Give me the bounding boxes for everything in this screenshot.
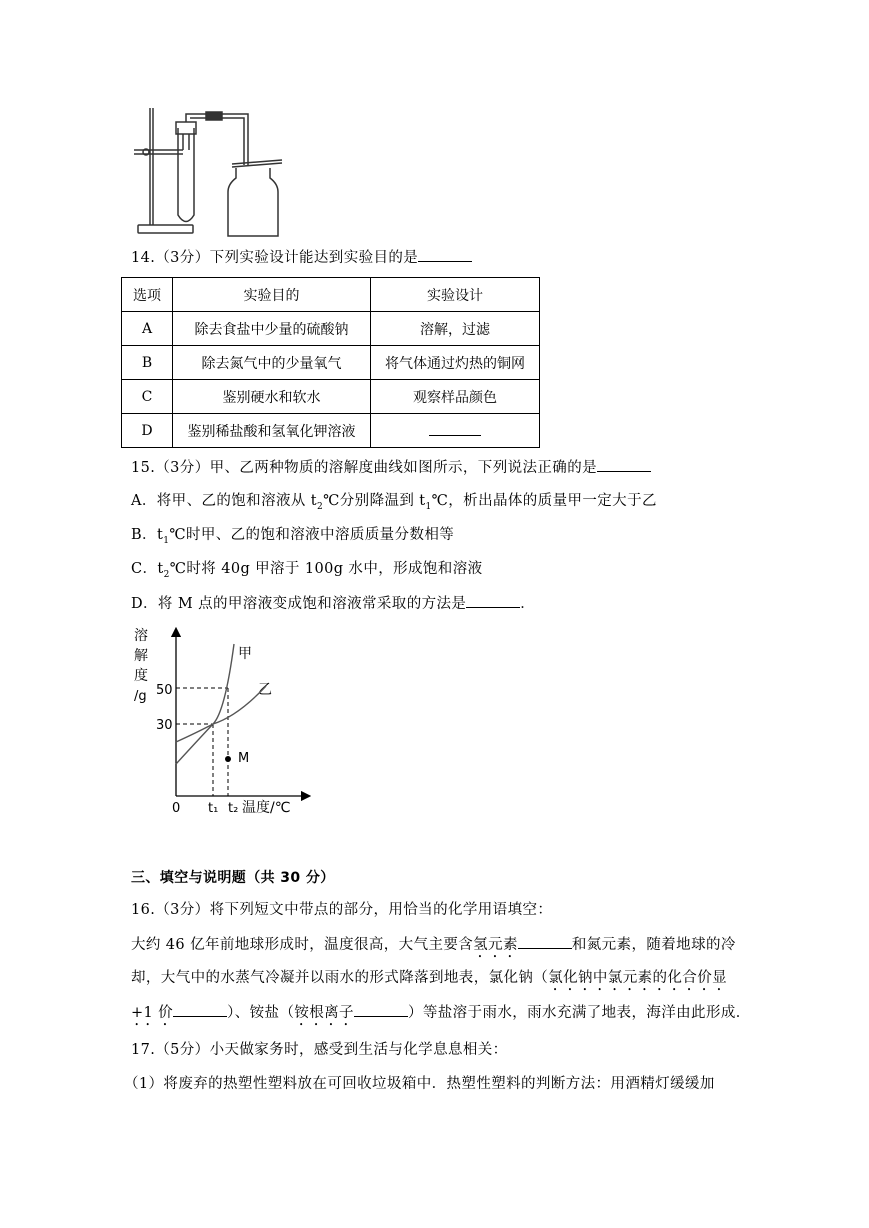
tick-x-t2: t₂ (228, 801, 239, 816)
table-row (122, 380, 540, 414)
q16-stem: 16.（3分）将下列短文中带点的部分，用恰当的化学用语填空： (131, 902, 553, 918)
tick-y-30: 30 (156, 718, 173, 733)
q17-part-1: （1）将废弃的热塑性塑料放在可回收垃圾箱中．热塑性塑料的判断方法：用酒精灯缓缓加 (124, 1076, 715, 1092)
y-label-4: /g (134, 689, 147, 704)
q16-text: 和氮元素，随着地球的冷 (571, 937, 736, 953)
q15-option-a (131, 491, 657, 517)
q16-text: ）等盐溶于雨水，雨水充满了地表，海洋由此形成． (407, 1005, 751, 1021)
y-label-3: 度 (134, 668, 148, 684)
subscript: 2 (317, 501, 324, 512)
row-design: 将气体通过灼热的铜网 (371, 346, 540, 380)
q15-number: 15. (131, 460, 156, 476)
q15-option-c (131, 559, 483, 585)
q15-c-text: ℃时将 40g 甲溶于 100g 水中，形成饱和溶液 (169, 561, 483, 577)
y-label-2: 解 (134, 648, 148, 664)
row-purpose: 除去氮气中的少量氧气 (173, 346, 371, 380)
y-label-1: 溶 (134, 628, 148, 644)
q16-answer-blank-3[interactable] (354, 1002, 408, 1017)
q16-text: ）、铵盐（ (227, 1005, 295, 1021)
q15-a-text: ℃分别降温到 t (323, 493, 426, 509)
q16-dotted-text: 氯化钠中氯元素的化合价显 (548, 970, 728, 986)
point-m (225, 756, 231, 762)
q16-dotted-text: 铵根离子 (294, 1005, 354, 1021)
q16-text: 大约 46 亿年前地球形成时，温度很高，大气主要含 (131, 937, 474, 953)
q16-text: 却，大气中的水蒸气冷凝并以雨水的形式降落到地表，氯化钠（ (131, 970, 549, 986)
q15-text: 甲、乙两种物质的溶解度曲线如图所示，下列说法正确的是 (209, 460, 597, 476)
q14-score: （3分） (155, 250, 210, 266)
point-label-m: M (238, 751, 250, 766)
header-option: 选项 (122, 278, 173, 312)
q14-text: 下列实验设计能达到实验目的是 (209, 250, 419, 266)
q15-d-text: D．将 M 点的甲溶液变成饱和溶液常采取的方法是 (131, 596, 467, 612)
section-title: 三、填空与说明题（共 30 分） (131, 870, 335, 886)
row-design-blank-cell (371, 414, 540, 448)
q15-d-text: ． (520, 596, 536, 612)
solubility-curve-figure (128, 624, 328, 824)
q15-option-b (131, 525, 454, 551)
header-design: 实验设计 (371, 278, 540, 312)
q14-options-table (121, 277, 540, 448)
tick-x-t1: t₁ (208, 801, 219, 816)
tick-y-50: 50 (156, 683, 173, 698)
gas-collection-apparatus (128, 100, 288, 240)
table-header-row (122, 278, 540, 312)
row-option: A (122, 312, 173, 346)
q14-number: 14. (131, 250, 156, 266)
subscript: 1 (163, 535, 170, 546)
row-purpose: 除去食盐中少量的硫酸钠 (173, 312, 371, 346)
q16-answer-blank-1[interactable] (518, 934, 572, 949)
row-design: 溶解，过滤 (371, 312, 540, 346)
q15-score: （3分） (155, 460, 210, 476)
q15-answer-blank[interactable] (597, 457, 651, 472)
row-purpose: 鉴别硬水和软水 (173, 380, 371, 414)
q16-line-3 (131, 968, 727, 994)
q15-stem (131, 457, 651, 478)
row-option: D (122, 414, 173, 448)
subscript: 2 (163, 569, 170, 580)
q15-a-text: ℃，析出晶体的质量甲一定大于乙 (431, 493, 657, 509)
table-row (122, 346, 540, 380)
curve-yi (176, 686, 266, 742)
row-option: C (122, 380, 173, 414)
q16-line-4 (131, 1002, 751, 1029)
x-axis-label: 温度/℃ (242, 800, 291, 816)
q15-b-text: B．t (131, 527, 164, 543)
q14-answer-blank[interactable] (418, 247, 472, 262)
q17-stem: 17.（5分）小天做家务时，感受到生活与化学息息相关： (131, 1042, 508, 1058)
q16-line-2 (131, 934, 736, 961)
curve-label-yi: 乙 (258, 682, 272, 698)
q14-d-answer-blank[interactable] (429, 421, 481, 436)
table-row (122, 414, 540, 448)
q16-dotted-text: 氢元素 (473, 937, 518, 953)
q15-d-answer-blank[interactable] (466, 593, 520, 608)
q15-c-text: C．t (131, 561, 164, 577)
curve-label-jia: 甲 (238, 646, 252, 662)
q14-stem (131, 247, 472, 268)
q15-option-d (131, 593, 535, 614)
row-design: 观察样品颜色 (371, 380, 540, 414)
row-option: B (122, 346, 173, 380)
table-row (122, 312, 540, 346)
origin-label: 0 (172, 801, 181, 816)
row-purpose: 鉴别稀盐酸和氢氧化钾溶液 (173, 414, 371, 448)
q16-dotted-text: +1 价 (131, 1005, 174, 1021)
curve-jia (176, 644, 234, 764)
header-purpose: 实验目的 (173, 278, 371, 312)
q16-answer-blank-2[interactable] (173, 1002, 227, 1017)
q15-a-text: A．将甲、乙的饱和溶液从 t (131, 493, 318, 509)
subscript: 1 (425, 501, 432, 512)
guide-lines (176, 688, 228, 796)
q15-b-text: ℃时甲、乙的饱和溶液中溶质质量分数相等 (169, 527, 455, 543)
